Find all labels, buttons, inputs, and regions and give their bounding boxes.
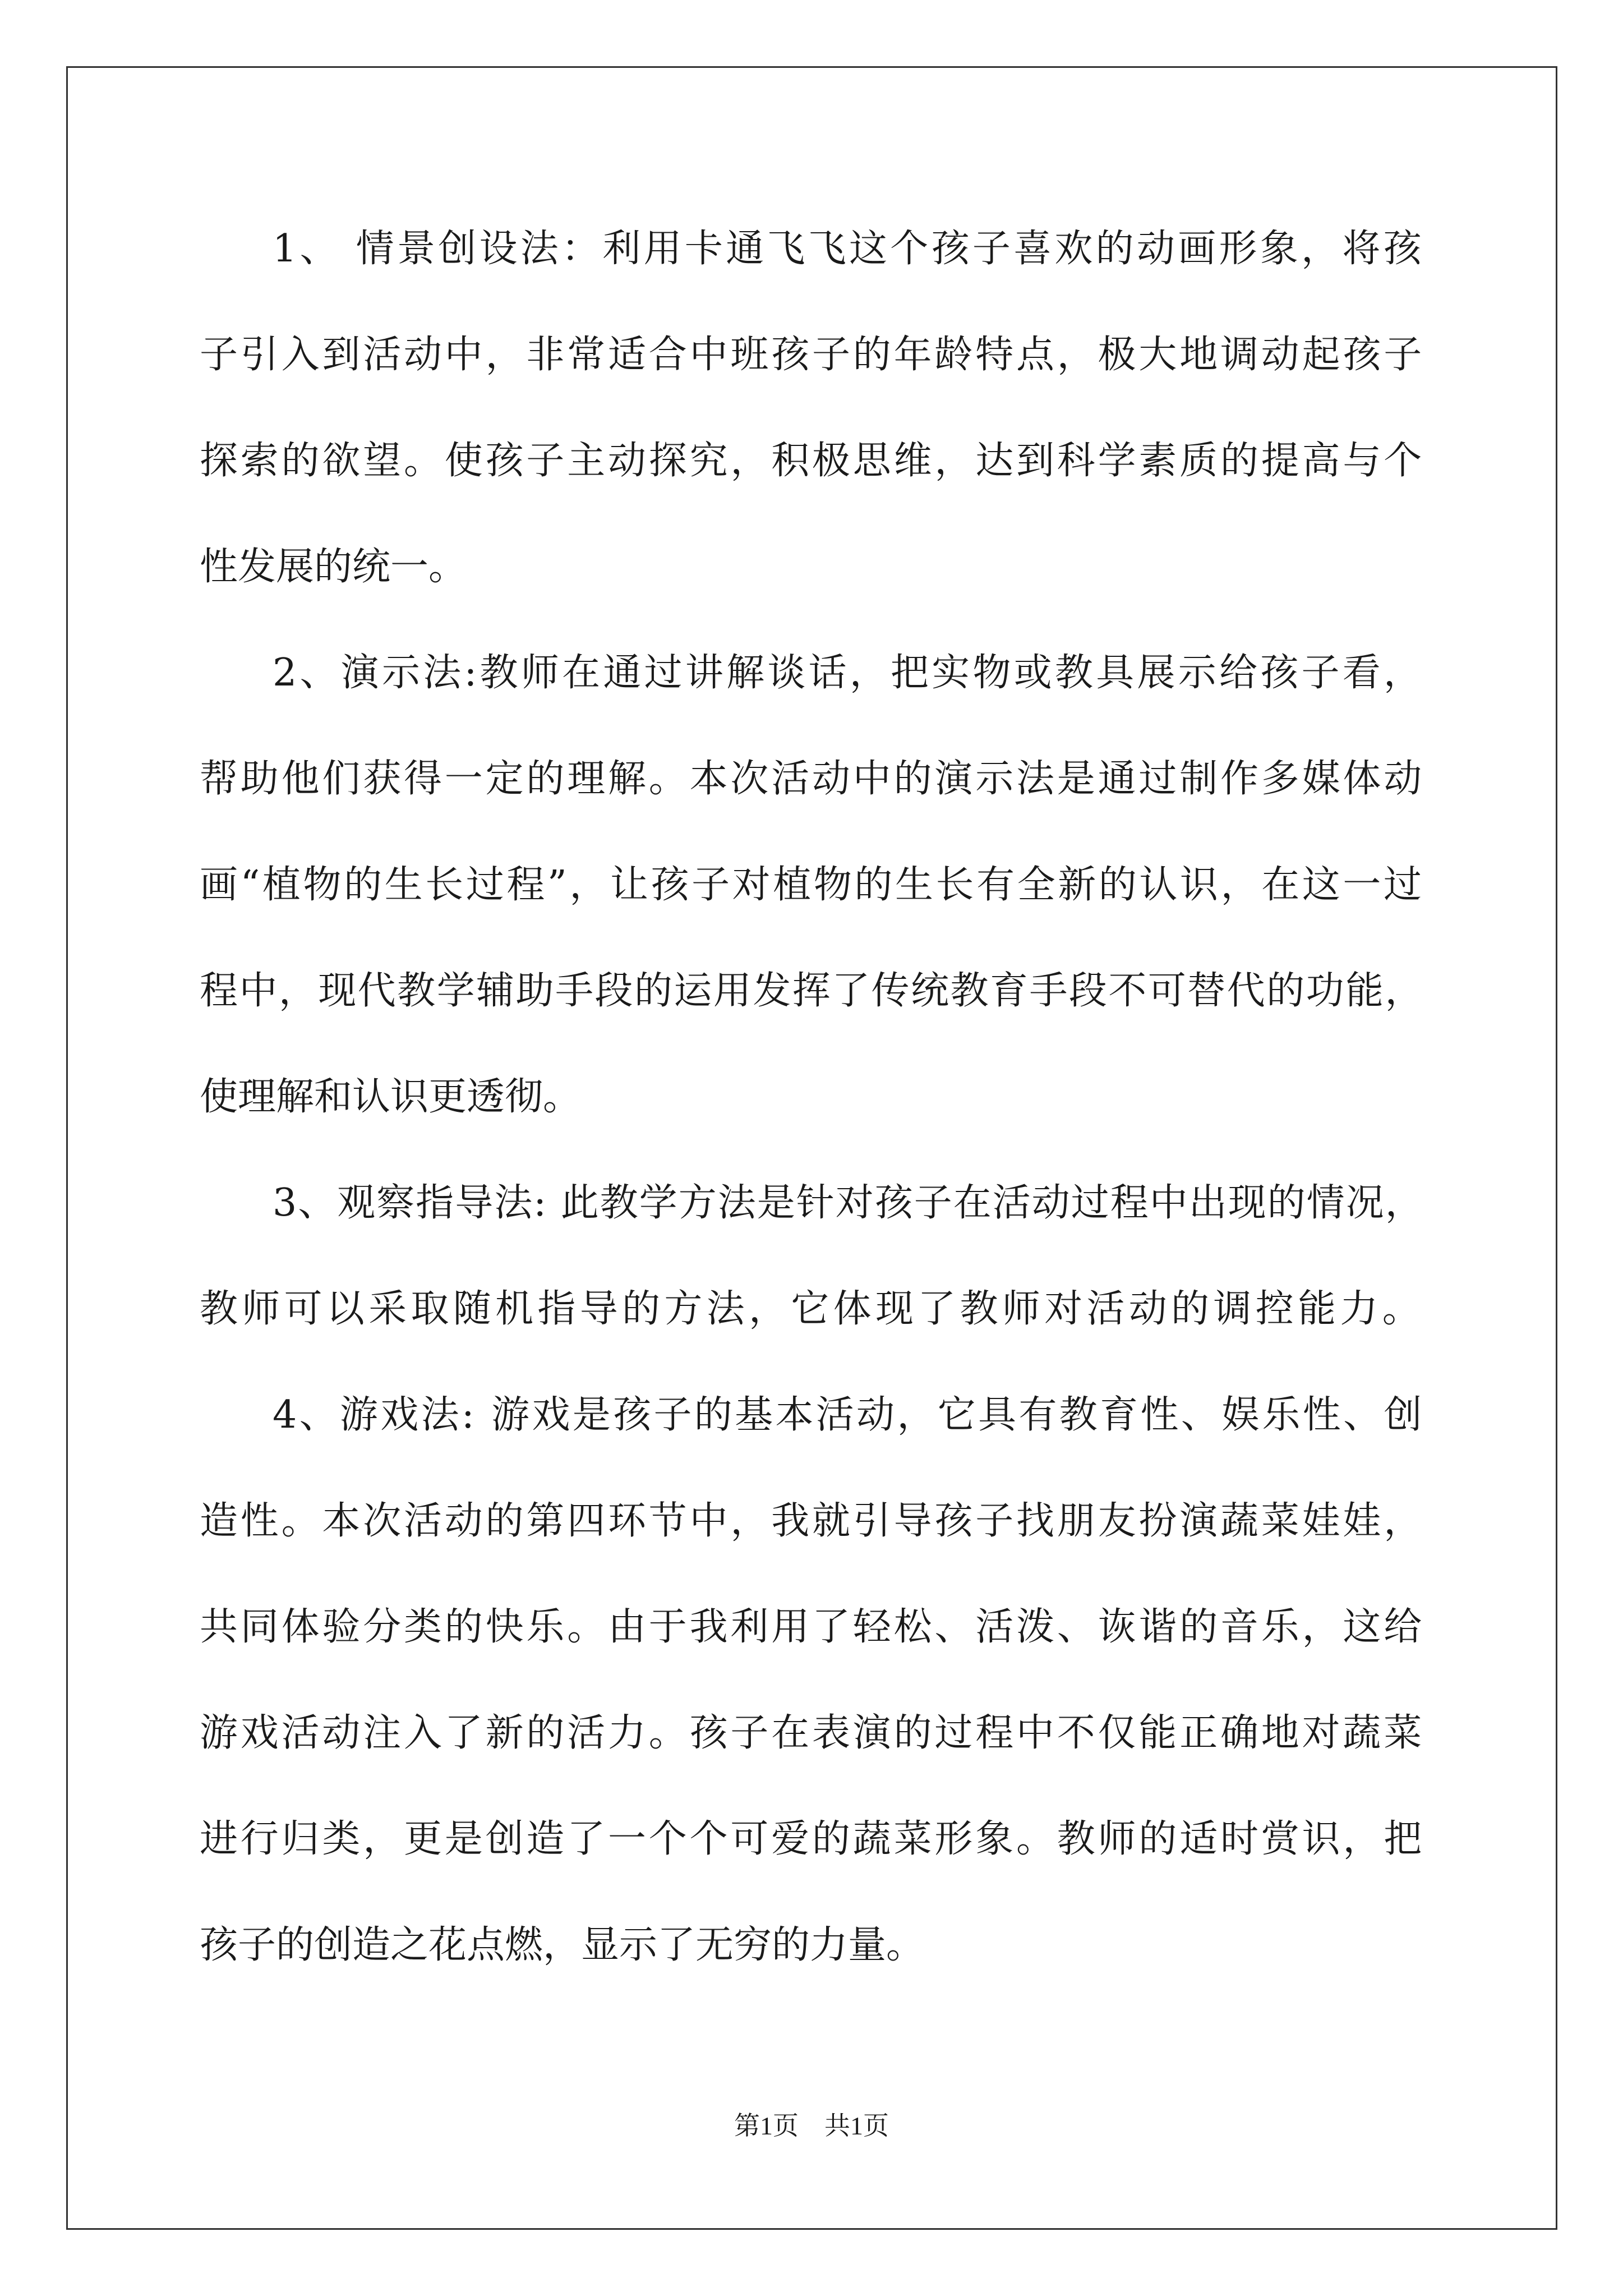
paragraph-3-line-1: 3、观察指导法: 此教学方法是针对孩子在活动过程中出现的情况， bbox=[273, 1181, 1424, 1225]
paragraph-4-line-4: 游戏活动注入了新的活力。孩子在表演的过程中不仅能正确地对蔬菜 bbox=[200, 1711, 1425, 1755]
paragraph-1-line-2: 子引入到活动中，非常适合中班孩子的年龄特点，极大地调动起孩子 bbox=[200, 333, 1425, 377]
paragraph-4-line-6: 孩子的创造之花点燃，显示了无穷的力量。 bbox=[200, 1923, 925, 1967]
paragraph-3-line-2: 教师可以采取随机指导的方法，它体现了教师对活动的调控能力。 bbox=[200, 1287, 1425, 1331]
page-border bbox=[66, 66, 1557, 2230]
paragraph-4-line-5: 进行归类，更是创造了一个个可爱的蔬菜形象。教师的适时赏识，把 bbox=[200, 1817, 1425, 1861]
paragraph-1-line-4: 性发展的统一。 bbox=[200, 545, 467, 589]
paragraph-4-line-3: 共同体验分类的快乐。由于我利用了轻松、活泼、诙谐的音乐，这给 bbox=[200, 1605, 1425, 1649]
paragraph-2-line-4: 程中，现代教学辅助手段的运用发挥了传统教育手段不可替代的功能， bbox=[200, 969, 1425, 1013]
paragraph-2-line-1: 2、演示法:教师在通过讲解谈话，把实物或教具展示给孩子看， bbox=[273, 651, 1425, 695]
paragraph-2-line-2: 帮助他们获得一定的理解。本次活动中的演示法是通过制作多媒体动 bbox=[200, 757, 1425, 801]
paragraph-1-line-1: 1、 情景创设法：利用卡通飞飞这个孩子喜欢的动画形象，将孩 bbox=[273, 227, 1424, 271]
paragraph-2-line-5: 使理解和认识更透彻。 bbox=[200, 1075, 582, 1119]
paragraph-4-line-1: 4、游戏法: 游戏是孩子的基本活动，它具有教育性、娱乐性、创 bbox=[273, 1393, 1424, 1437]
paragraph-4-line-2: 造性。本次活动的第四环节中，我就引导孩子找朋友扮演蔬菜娃娃， bbox=[200, 1499, 1425, 1543]
paragraph-2-line-3: 画“植物的生长过程”，让孩子对植物的生长有全新的认识，在这一过 bbox=[200, 863, 1424, 907]
page-number-footer: 第1页 共1页 bbox=[734, 2111, 889, 2140]
paragraph-1-line-3: 探索的欲望。使孩子主动探究，积极思维，达到科学素质的提高与个 bbox=[200, 439, 1425, 483]
